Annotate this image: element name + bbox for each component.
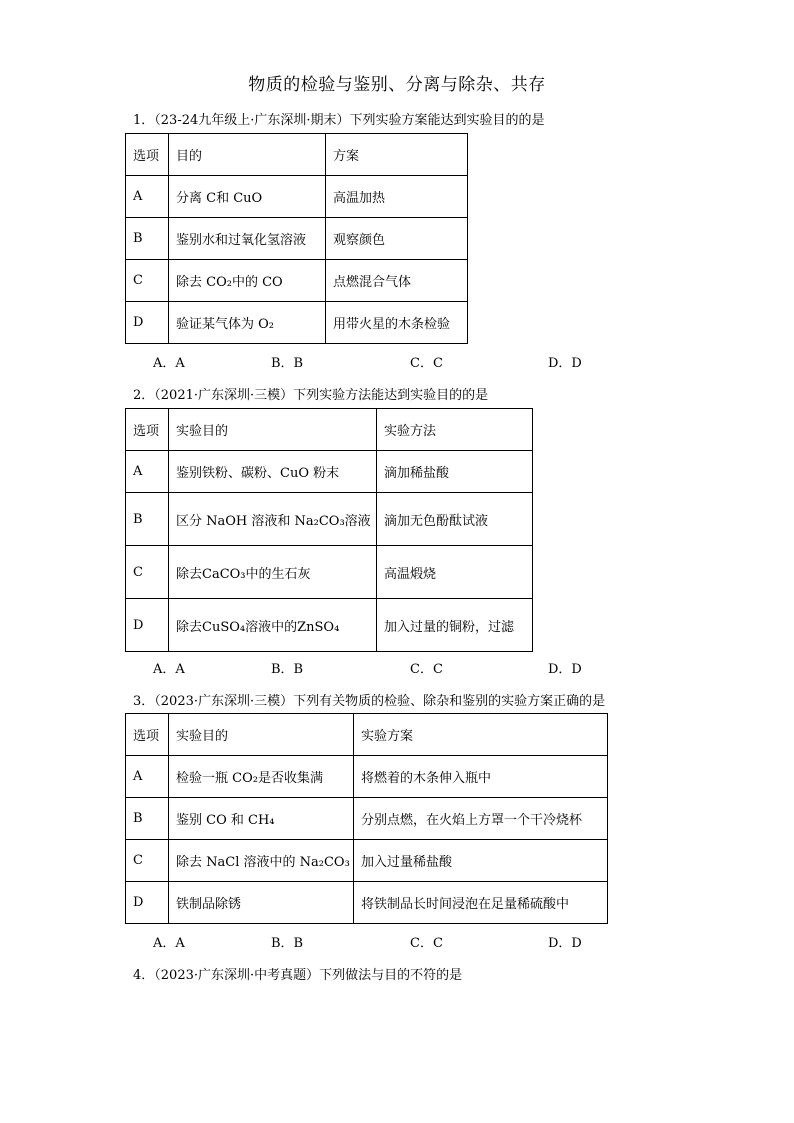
table-cell: 分别点燃，在火焰上方罩一个干冷烧杯 [354,798,608,840]
table-cell: 观察颜色 [326,218,468,260]
header-cell: 实验方法 [377,409,533,451]
header-cell: 方案 [326,134,468,176]
table-cell: C [126,260,169,302]
header-cell: 选项 [126,714,169,756]
question-3-stem: 3．（2023·广东深圳·三模）下列有关物质的检验、除杂和鉴别的实验方案正确的是 [133,694,606,709]
question-3-table [125,713,608,924]
table-cell: 高温加热 [326,176,468,218]
option-a[interactable]: A．A [153,356,185,371]
table-cell: B [126,493,169,546]
page-title: 物质的检验与鉴别、分离与除杂、共存 [248,75,546,95]
header-cell: 选项 [126,134,169,176]
table-cell: 鉴别 CO 和 CH₄ [169,798,354,840]
table-cell: 鉴别水和过氧化氢溶液 [169,218,326,260]
table-row [126,756,608,798]
question-2-stem: 2．（2021·广东深圳·三模）下列实验方法能达到实验目的的是 [133,388,489,403]
table-cell: 检验一瓶 CO₂是否收集满 [169,756,354,798]
question-1-stem: 1．（23-24九年级上·广东深圳·期末）下列实验方案能达到实验目的的是 [133,113,545,128]
table-header-row [126,714,608,756]
table-row [126,798,608,840]
table-cell: 高温煅烧 [377,546,533,599]
table-header-row [126,134,468,176]
table-cell: A [126,756,169,798]
header-cell: 选项 [126,409,169,451]
table-cell: 除去CaCO₃中的生石灰 [169,546,377,599]
table-cell: D [126,882,169,924]
question-4-stem: 4．（2023·广东深圳·中考真题）下列做法与目的不符的是 [133,968,463,983]
table-cell: 鉴别铁粉、碳粉、CuO 粉末 [169,451,377,493]
table-cell: 除去CuSO₄溶液中的ZnSO₄ [169,599,377,652]
header-cell: 目的 [169,134,326,176]
option-c[interactable]: C．C [410,662,443,677]
table-cell: C [126,840,169,882]
option-a[interactable]: A．A [153,936,185,951]
header-cell: 实验方案 [354,714,608,756]
option-b[interactable]: B．B [271,936,304,951]
option-d[interactable]: D．D [548,662,582,677]
table-row [126,451,533,493]
question-2-options [153,658,613,676]
table-row [126,176,468,218]
table-cell: 除去 NaCl 溶液中的 Na₂CO₃ [169,840,354,882]
table-row [126,599,533,652]
option-d[interactable]: D．D [548,356,582,371]
table-cell: 验证某气体为 O₂ [169,302,326,344]
table-cell: 加入过量的铜粉，过滤 [377,599,533,652]
table-row [126,546,533,599]
question-1-table [125,133,468,344]
option-d[interactable]: D．D [548,936,582,951]
table-cell: 滴加稀盐酸 [377,451,533,493]
table-cell: 加入过量稀盐酸 [354,840,608,882]
question-3-options [153,932,613,950]
table-cell: 除去 CO₂中的 CO [169,260,326,302]
table-row [126,218,468,260]
table-cell: B [126,798,169,840]
table-cell: A [126,176,169,218]
table-cell: 分离 C和 CuO [169,176,326,218]
table-row [126,840,608,882]
table-cell: D [126,302,169,344]
table-cell: D [126,599,169,652]
question-1-options [153,352,613,370]
table-row [126,302,468,344]
question-2-table [125,408,533,652]
table-cell: B [126,218,169,260]
table-cell: 滴加无色酚酞试液 [377,493,533,546]
table-cell: 用带火星的木条检验 [326,302,468,344]
header-cell: 实验目的 [169,409,377,451]
table-cell: 将燃着的木条伸入瓶中 [354,756,608,798]
option-b[interactable]: B．B [271,662,304,677]
header-cell: 实验目的 [169,714,354,756]
option-b[interactable]: B．B [271,356,304,371]
table-cell: 点燃混合气体 [326,260,468,302]
table-cell: C [126,546,169,599]
option-a[interactable]: A．A [153,662,185,677]
table-cell: 区分 NaOH 溶液和 Na₂CO₃溶液 [169,493,377,546]
option-c[interactable]: C．C [410,356,443,371]
table-row [126,260,468,302]
table-header-row [126,409,533,451]
option-c[interactable]: C．C [410,936,443,951]
table-row [126,882,608,924]
table-cell: 将铁制品长时间浸泡在足量稀硫酸中 [354,882,608,924]
table-cell: 铁制品除锈 [169,882,354,924]
table-row [126,493,533,546]
table-cell: A [126,451,169,493]
